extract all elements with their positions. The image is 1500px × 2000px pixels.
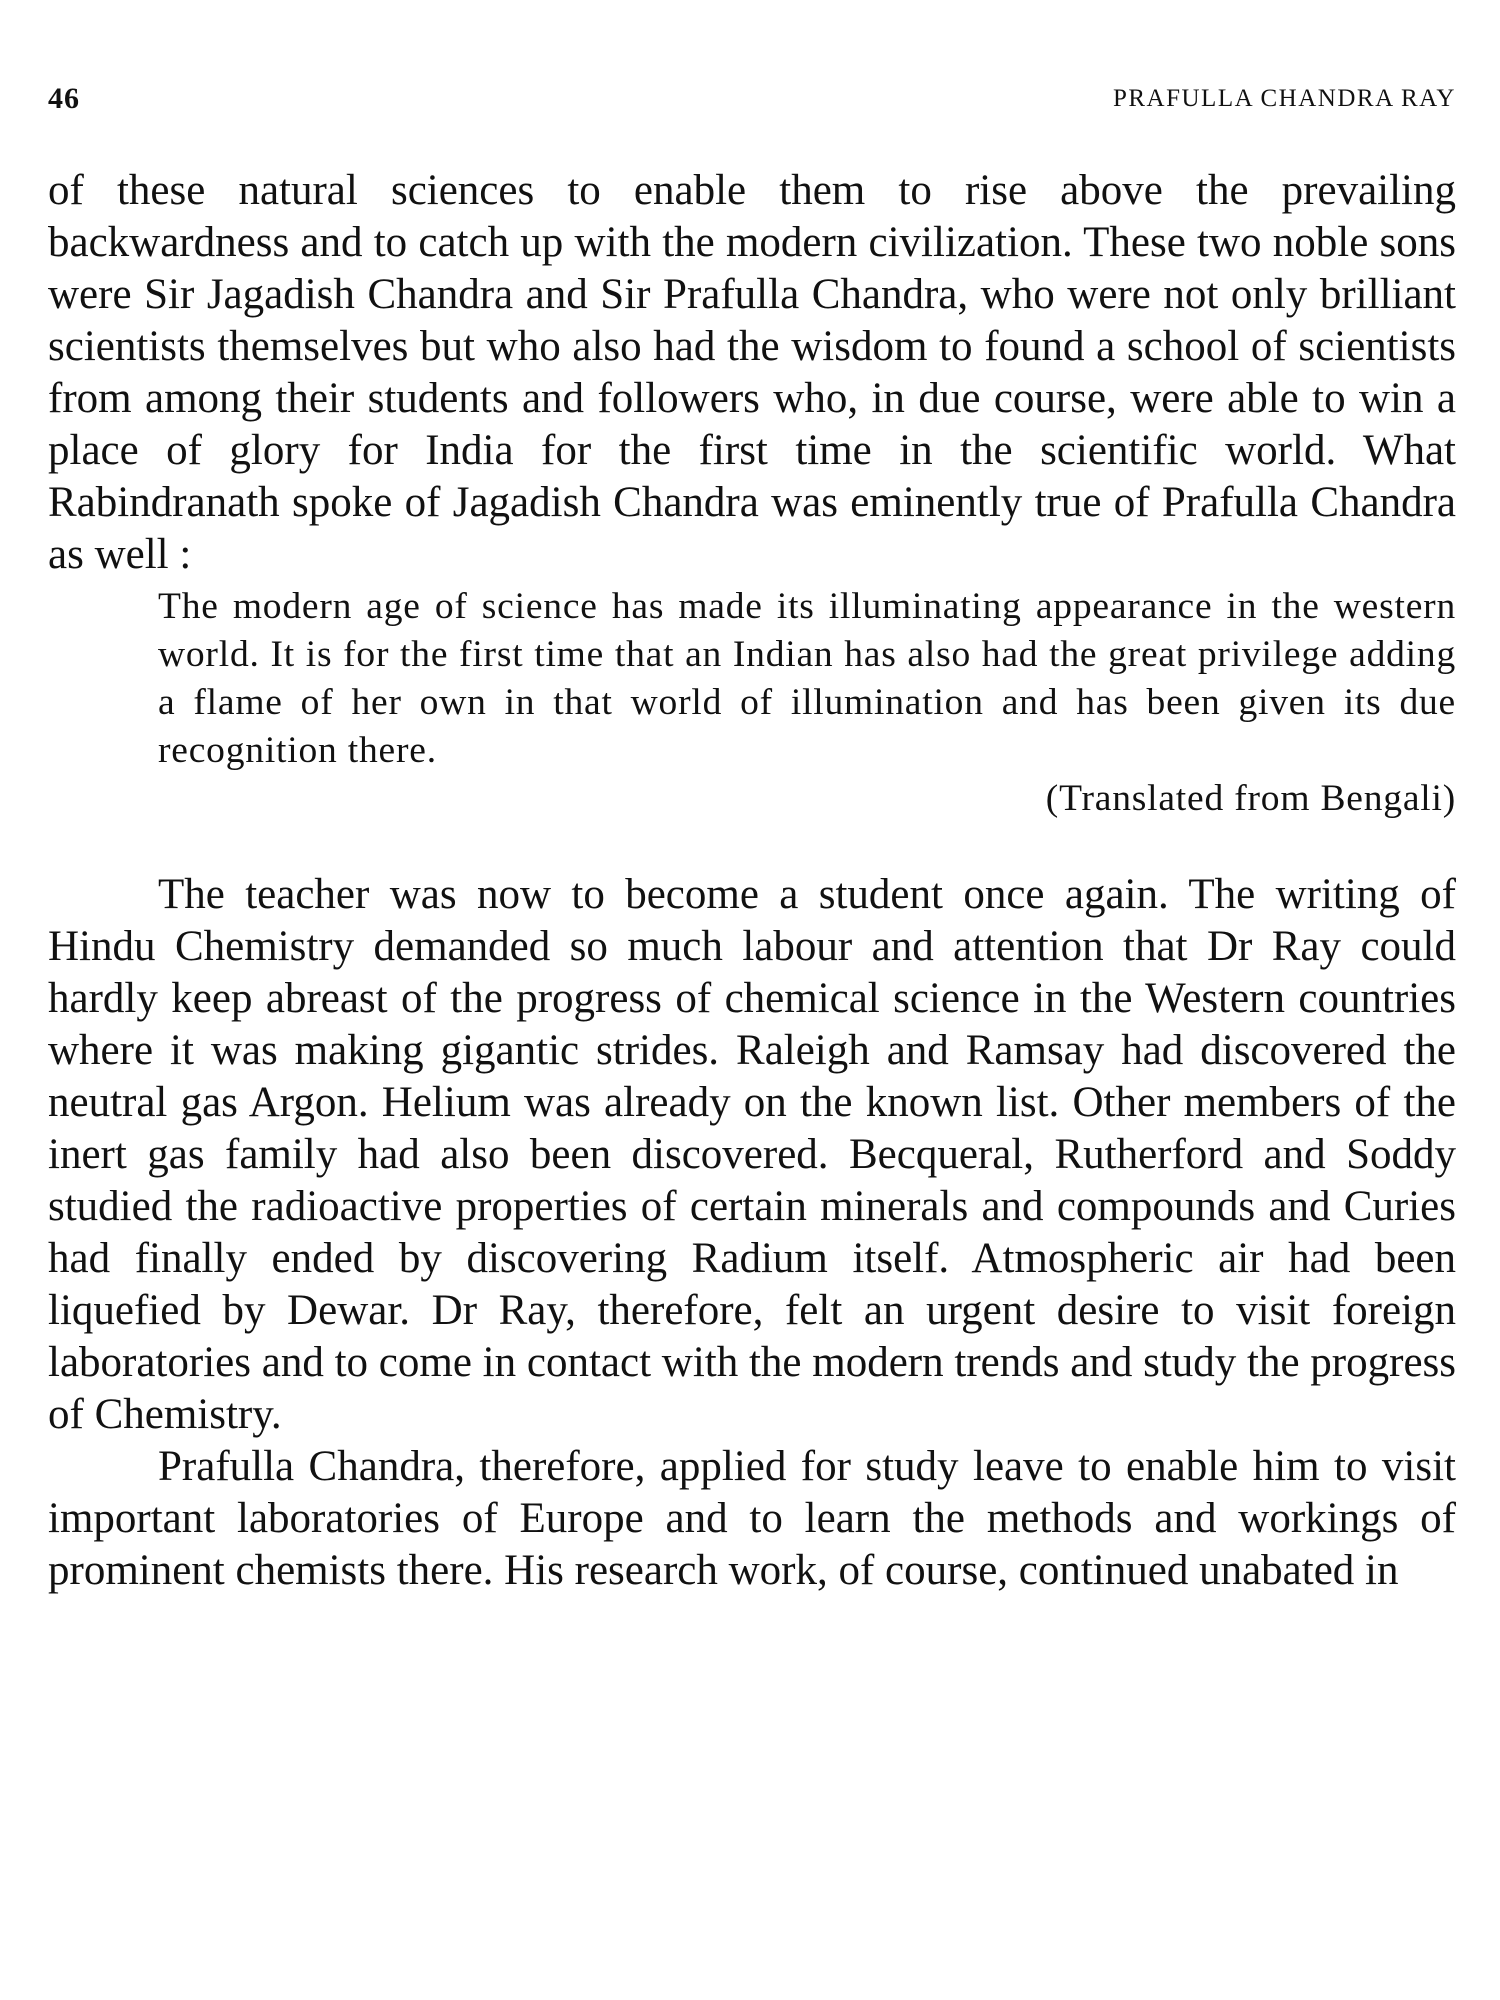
paragraph-gap xyxy=(48,823,1456,869)
quote-attribution: (Translated from Bengali) xyxy=(1045,778,1456,819)
block-quote: The modern age of science has made its illuminating appearance in the western world. It is for the first time that an Indian has also had the great privilege adding a flame of her own in that world of illumination and has been given its due recognition there. xyxy=(158,586,1456,771)
page-header xyxy=(48,82,1456,122)
body-text xyxy=(48,165,1456,1597)
paragraph-1: of these natural sciences to enable them to rise above the prevailing backwardness and to catch up with the modern civilization. These two noble sons were Sir Jagadish Chandra and Sir Prafulla Chandra, who were not only brilliant scientists themselves but who also had the wisdom to found a school of scientists from among their students and followers who, in due course, were able to win a place of glory for India for the first time in the scientific world. What Rabindranath spoke of Jagadish Chandra was eminently true of Prafulla Chandra as well : xyxy=(48,167,1456,578)
page-number: 46 xyxy=(48,82,80,115)
running-head: PRAFULLA CHANDRA RAY xyxy=(1112,85,1456,112)
paragraph-3: Prafulla Chandra, therefore, applied for study leave to enable him to visit important laboratories of Europe and to learn the methods and workings of prominent chemists there. His research work, of course, continued unabated in xyxy=(48,1443,1456,1594)
paragraph-2: The teacher was now to become a student once again. The writing of Hindu Chemistry demanded so much labour and attention that Dr Ray could hardly keep abreast of the progress of chemical science in the Western countries where it was making gigantic strides. Raleigh and Ramsay had discovered the neutral gas Argon. Helium was already on the known list. Other members of the inert gas family had also been discovered. Becqueral, Rutherford and Soddy studied the radioactive properties of certain minerals and compounds and Curies had finally ended by discovering Radium itself. Atmospheric air had been liquefied by Dewar. Dr Ray, therefore, felt an urgent desire to visit foreign laboratories and to come in contact with the modern trends and study the progress of Chemistry. xyxy=(48,871,1456,1438)
